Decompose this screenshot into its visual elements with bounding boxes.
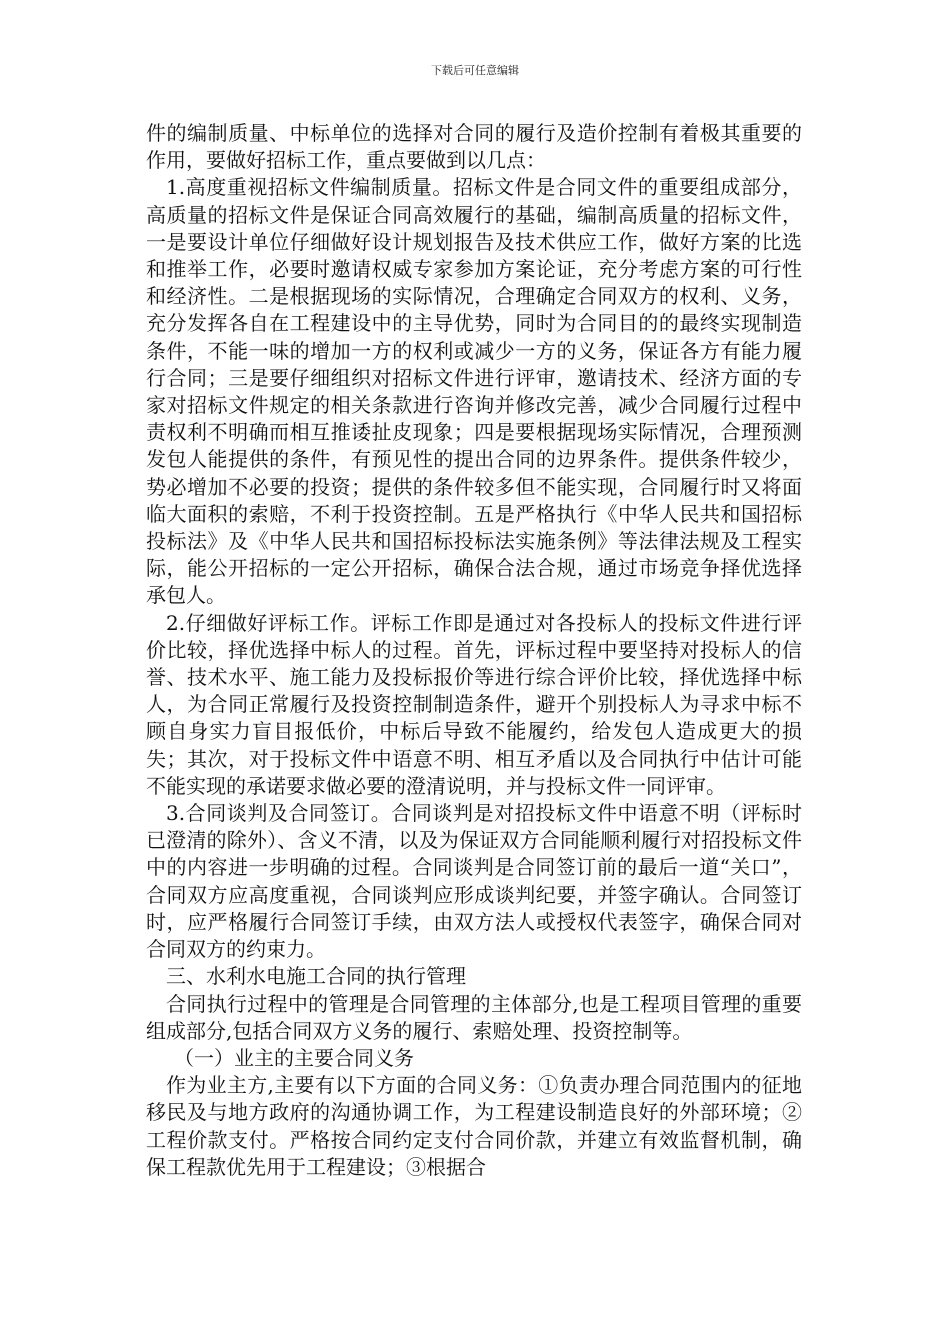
document-body: [146, 120, 802, 1181]
subsection-heading: （一）业主的主要合同义务: [174, 1045, 414, 1070]
page-header: [0, 64, 950, 78]
paragraph-section-intro: 合同执行过程中的管理是合同管理的主体部分,也是工程项目管理的重要组成部分,包括合同双方义务的履行、索赔处理、投资控制等。: [146, 991, 802, 1043]
paragraph-item-2: 2.仔细做好评标工作。评标工作即是通过对各投标人的投标文件进行评价比较，择优选择中标人的过程。首先，评标过程中要坚持对投标人的信誉、技术水平、施工能力及投标报价等进行综合评价比较，择优选择中标人，为合同正常履行及投资控制制造条件，避开个别投标人为寻求中标不顾自身实力盲目报低价，中标后导致不能履约，给发包人造成更大的损失；其次，对于投标文件中语意不明、相互矛盾以及合同执行中估计可能不能实现的承诺要求做必要的澄清说明，并与投标文件一同评审。: [146, 610, 802, 798]
paragraph-owner-duties: 作为业主方,主要有以下方面的合同义务：①负责办理合同范围内的征地移民及与地方政府的沟通协调工作，为工程建设制造良好的外部环境；②工程价款支付。严格按合同约定支付合同价款，并建立有效监督机制，确保工程款优先用于工程建设；③根据合: [146, 1073, 802, 1179]
paragraph-item-1: 1.高度重视招标文件编制质量。招标文件是合同文件的重要组成部分，高质量的招标文件是保证合同高效履行的基础，编制高质量的招标文件，一是要设计单位仔细做好设计规划报告及技术供应工作，做好方案的比选和推举工作，必要时邀请权威专家参加方案论证，充分考虑方案的可行性和经济性。二是根据现场的实际情况，合理确定合同双方的权利、义务，充分发挥各自在工程建设中的主导优势，同时为合同目的的最终实现制造条件，不能一味的增加一方的权利或减少一方的义务，保证各方有能力履行合同；三是要仔细组织对招标文件进行评审，邀请技术、经济方面的专家对招标文件规定的相关条款进行咨询并修改完善，减少合同履行过程中责权利不明确而相互推诿扯皮现象；四是要根据现场实际情况，合理预测发包人能提供的条件，有预见性的提出合同的边界条件。提供条件较少，势必增加不必要的投资；提供的条件较多但不能实现，合同履行时又将面临大面积的索赔，不利于投资控制。五是严格执行《中华人民共和国招标投标法》及《中华人民共和国招标投标法实施条例》等法律法规及工程实际，能公开招标的一定公开招标，确保合法合规，通过市场竞争择优选择承包人。: [146, 175, 802, 608]
header-text: 下载后可任意编辑: [431, 64, 519, 77]
paragraph-continuation: 件的编制质量、中标单位的选择对合同的履行及造价控制有着极其重要的作用，要做好招标工作，重点要做到以几点：: [146, 121, 802, 173]
paragraph-item-3: 3.合同谈判及合同签订。合同谈判是对招投标文件中语意不明（评标时已澄清的除外）、含义不清，以及为保证双方合同能顺利履行对招投标文件中的内容进一步明确的过程。合同谈判是合同签订前的最后一道“关口”，合同双方应高度重视，合同谈判应形成谈判纪要，并签字确认。合同签订时，应严格履行合同签订手续，由双方法人或授权代表签字，确保合同对合同双方的约束力。: [146, 801, 802, 962]
section-heading: 三、水利水电施工合同的执行管理: [166, 964, 466, 989]
